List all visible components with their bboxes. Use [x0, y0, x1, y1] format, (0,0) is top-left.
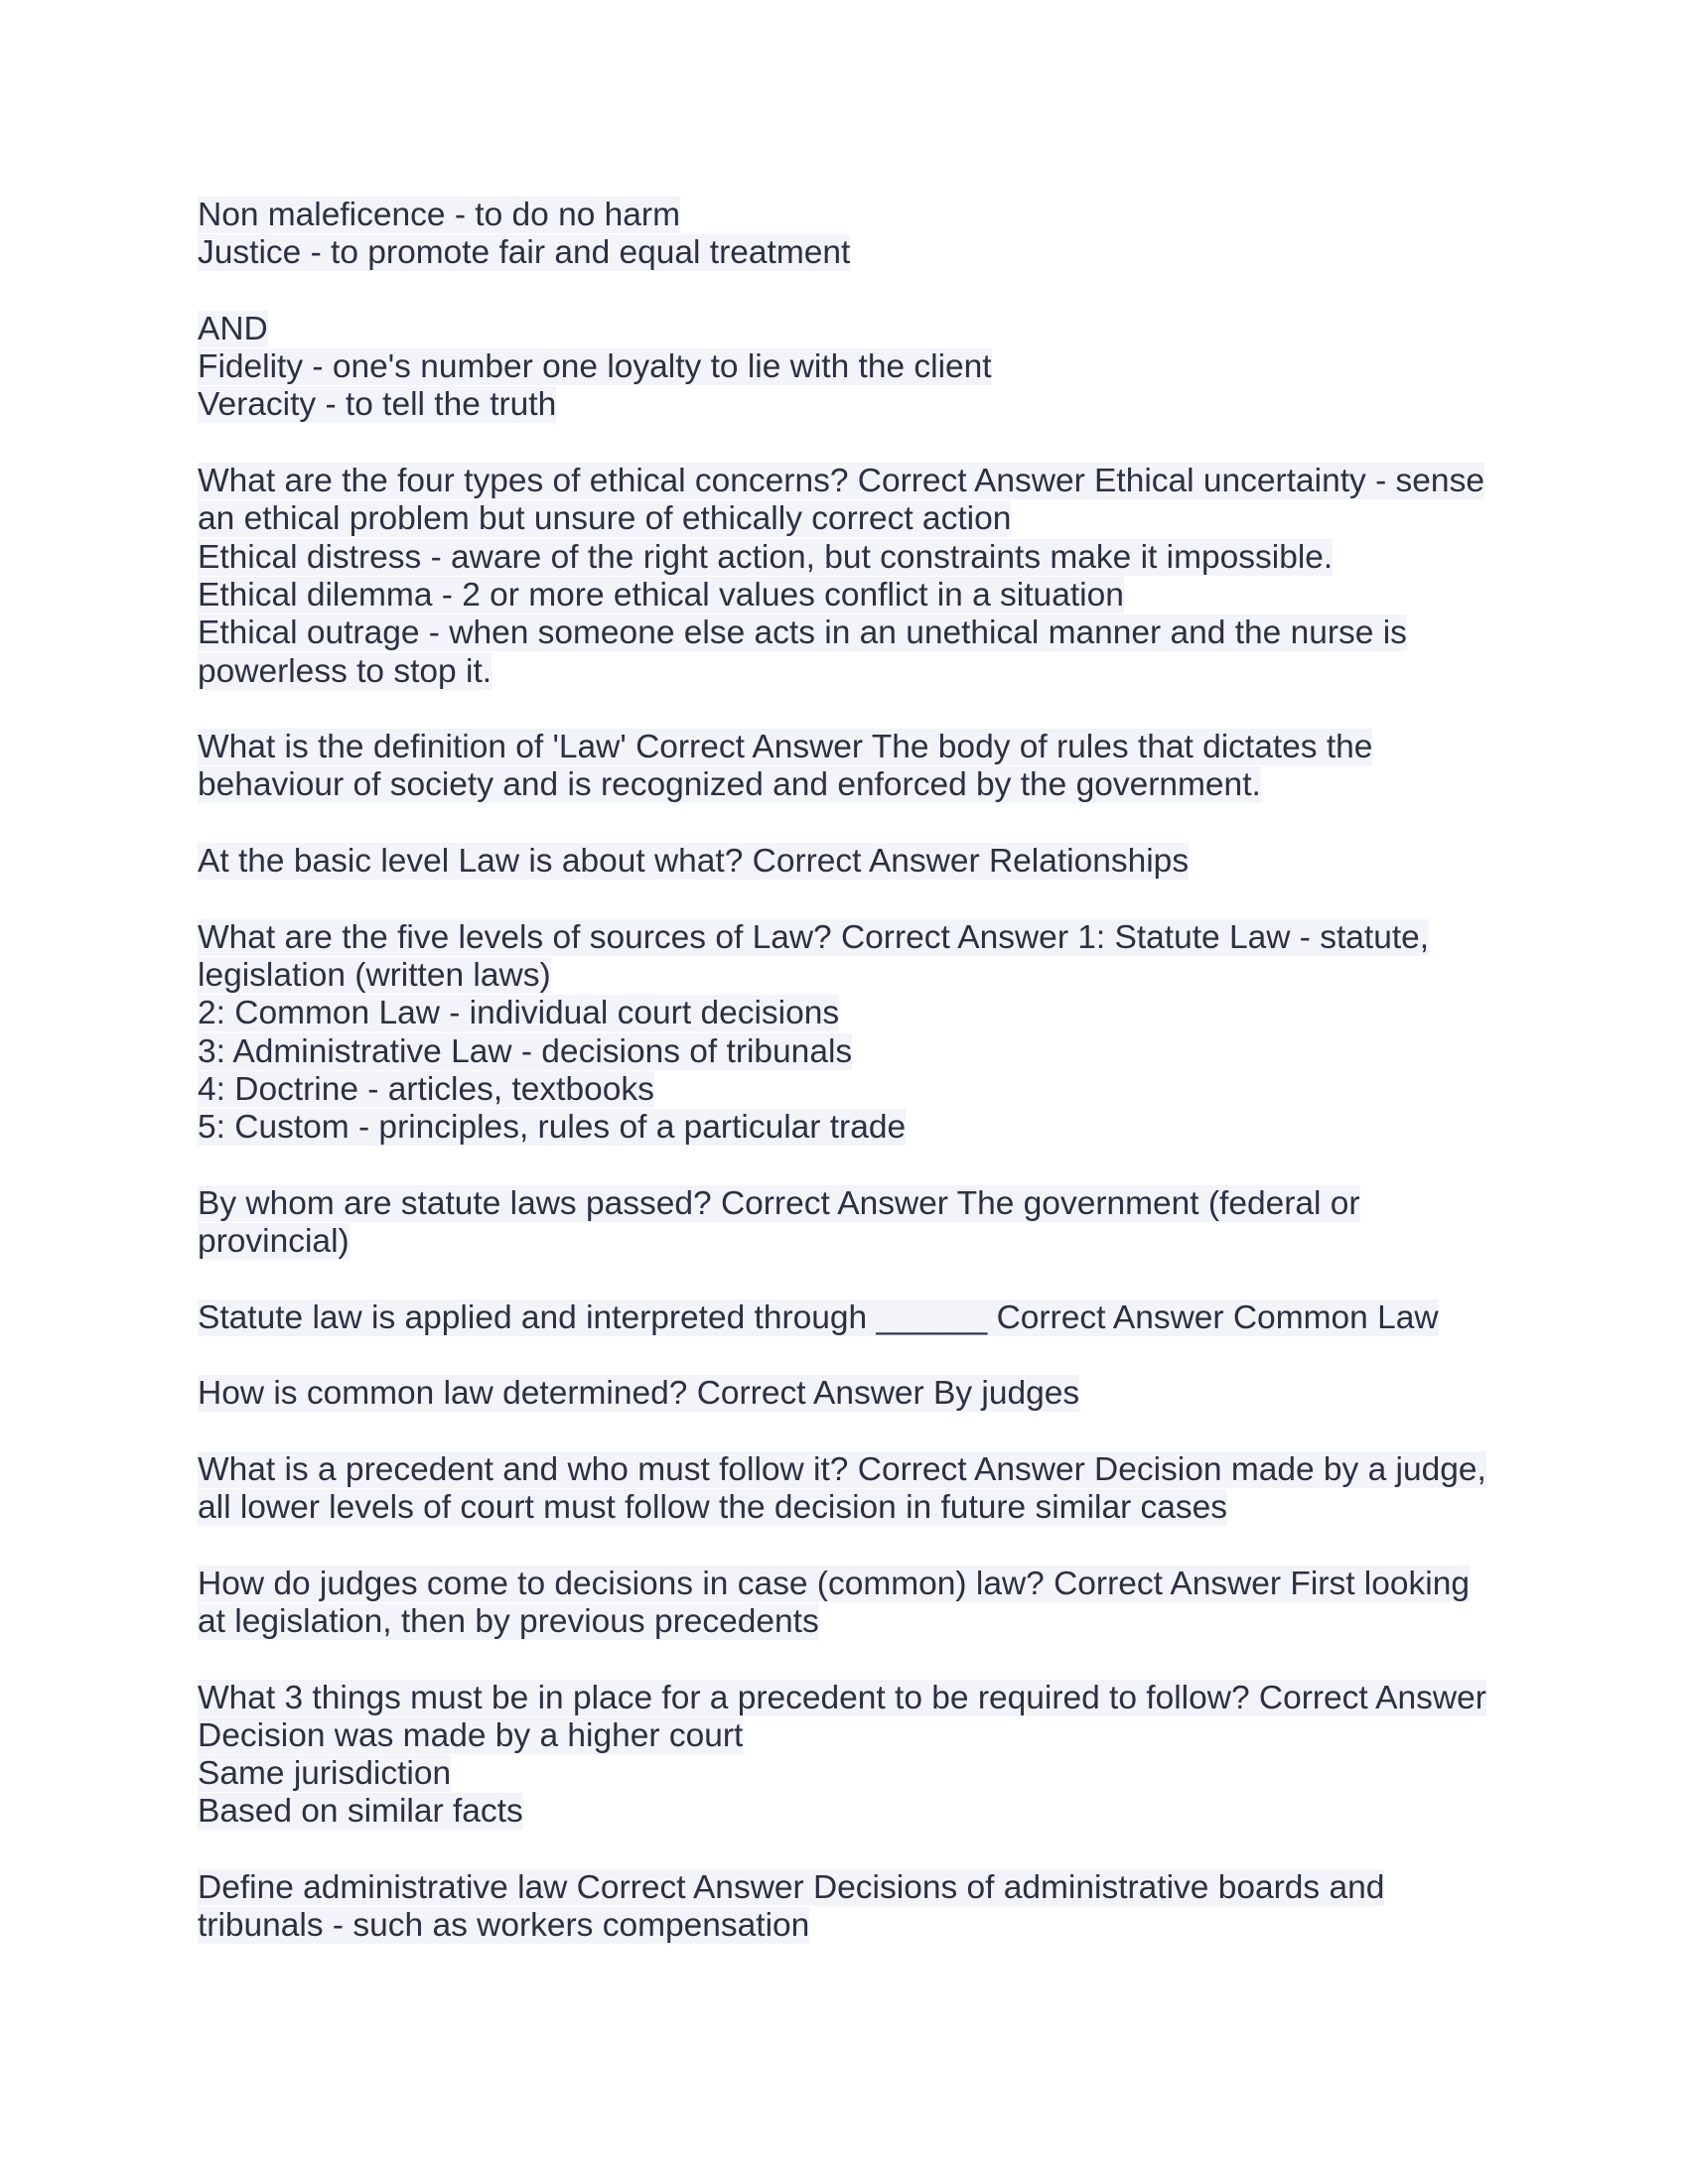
text-line-content: Veracity - to tell the truth: [198, 386, 557, 424]
text-line-content: Non maleficence - to do no harm: [198, 197, 680, 233]
text-line-content: an ethical problem but unsure of ethically correct action: [198, 500, 1012, 538]
text-line-content: tribunals - such as workers compensation: [198, 1907, 810, 1945]
text-paragraph: [198, 311, 1498, 425]
text-line-content: What is the definition of 'Law' Correct Answer The body of rules that dictates the: [198, 729, 1373, 766]
text-line-content: Ethical outrage - when someone else acts in an unethical manner and the nurse is: [198, 614, 1407, 652]
document-body: [198, 197, 1498, 1983]
text-paragraph: [198, 729, 1498, 805]
text-line: [198, 539, 1498, 577]
text-line: [198, 500, 1498, 538]
text-line: [198, 1566, 1498, 1603]
text-line-content: How is common law determined? Correct Answer By judges: [198, 1375, 1080, 1413]
text-line: [198, 1907, 1498, 1945]
text-line-content: At the basic level Law is about what? Correct Answer Relationships: [198, 843, 1190, 881]
text-line: [198, 1869, 1498, 1907]
text-line: [198, 1375, 1498, 1413]
text-line: [198, 1755, 1498, 1793]
text-paragraph: [198, 919, 1498, 1148]
text-paragraph: [198, 843, 1498, 881]
text-line: [198, 1680, 1498, 1717]
text-line-content: Ethical dilemma - 2 or more ethical values conflict in a situation: [198, 576, 1124, 614]
text-paragraph: [198, 1869, 1498, 1946]
text-line-content: powerless to stop it.: [198, 652, 492, 690]
text-line: [198, 1717, 1498, 1755]
text-line-content: 3: Administrative Law - decisions of tribunals: [198, 1032, 853, 1070]
text-line-content: How do judges come to decisions in case (common) law? Correct Answer First looking: [198, 1565, 1470, 1602]
text-line: [198, 995, 1498, 1032]
text-line: [198, 1071, 1498, 1109]
text-line: [198, 729, 1498, 766]
text-line-content: Decision was made by a higher court: [198, 1716, 744, 1754]
text-line-content: behaviour of society and is recognized and enforced by the government.: [198, 766, 1261, 804]
text-line-content: Same jurisdiction: [198, 1755, 452, 1793]
text-paragraph: [198, 1451, 1498, 1528]
text-line-content: 2: Common Law - individual court decisions: [198, 995, 840, 1032]
text-line: [198, 1603, 1498, 1641]
text-line: [198, 463, 1498, 500]
text-line: [198, 653, 1498, 691]
text-line: [198, 311, 1498, 348]
text-line: [198, 1793, 1498, 1831]
text-line: [198, 1299, 1498, 1337]
text-line: [198, 1451, 1498, 1489]
text-line: [198, 843, 1498, 881]
text-line: [198, 1489, 1498, 1527]
text-paragraph: [198, 463, 1498, 691]
text-line-content: provincial): [198, 1223, 350, 1261]
text-line: [198, 1109, 1498, 1147]
text-paragraph: [198, 1680, 1498, 1832]
text-line: [198, 957, 1498, 995]
text-line-content: What 3 things must be in place for a precedent to be required to follow? Correct Answer: [198, 1679, 1486, 1716]
text-paragraph: [198, 197, 1498, 273]
text-line: [198, 577, 1498, 614]
text-line: [198, 1033, 1498, 1071]
text-line: [198, 614, 1498, 652]
text-line-content: 4: Doctrine - articles, textbooks: [198, 1070, 654, 1108]
text-line: [198, 197, 1498, 234]
text-line: [198, 1185, 1498, 1223]
text-line-content: all lower levels of court must follow the decision in future similar cases: [198, 1489, 1228, 1527]
text-line-content: 5: Custom - principles, rules of a particular trade: [198, 1109, 907, 1147]
text-line: [198, 386, 1498, 424]
text-line-content: By whom are statute laws passed? Correct Answer The government (federal or: [198, 1184, 1360, 1222]
text-line-content: Fidelity - one's number one loyalty to lie with the client: [198, 348, 992, 386]
text-line: [198, 1223, 1498, 1261]
text-line-content: AND: [198, 310, 268, 347]
text-line-content: legislation (written laws): [198, 956, 551, 994]
text-line-content: What are the five levels of sources of Law? Correct Answer 1: Statute Law - statute,: [198, 918, 1430, 956]
text-paragraph: [198, 1299, 1498, 1337]
text-line-content: Ethical distress - aware of the right action, but constraints make it impossible.: [198, 538, 1334, 576]
text-line-content: at legislation, then by previous precedents: [198, 1602, 819, 1640]
text-line: [198, 234, 1498, 272]
text-paragraph: [198, 1375, 1498, 1413]
text-line: [198, 766, 1498, 804]
text-paragraph: [198, 1185, 1498, 1262]
text-line: [198, 348, 1498, 386]
text-line: [198, 919, 1498, 957]
text-line-content: What is a precedent and who must follow it? Correct Answer Decision made by a judge,: [198, 1450, 1486, 1488]
text-line-content: Statute law is applied and interpreted through ______ Correct Answer Common Law: [198, 1298, 1439, 1336]
text-line-content: Justice - to promote fair and equal treatment: [198, 234, 851, 272]
text-line-content: Based on similar facts: [198, 1793, 523, 1831]
text-line-content: Define administrative law Correct Answer Decisions of administrative boards and: [198, 1869, 1385, 1907]
text-paragraph: [198, 1566, 1498, 1642]
text-line-content: What are the four types of ethical concerns? Correct Answer Ethical uncertainty - sense: [198, 463, 1484, 500]
